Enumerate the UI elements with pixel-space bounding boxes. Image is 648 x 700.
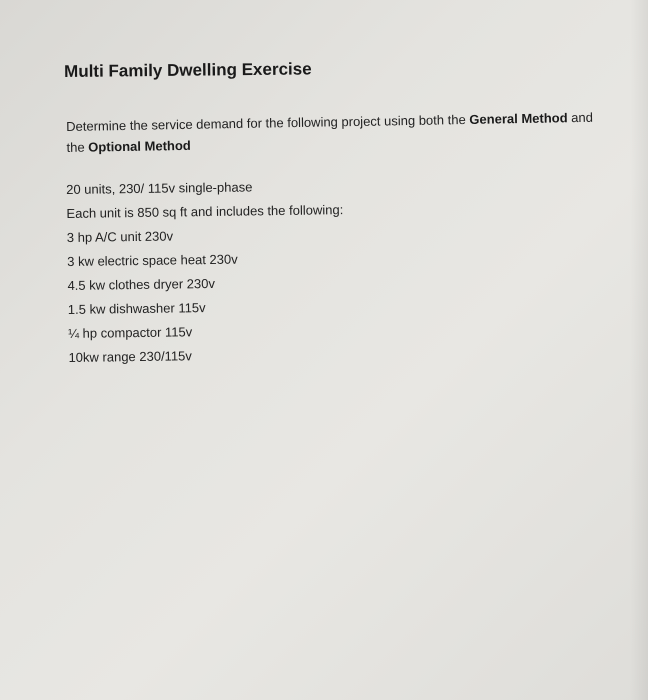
general-method-label: General Method [469,110,568,127]
intro-text-2: and the [66,109,594,155]
spec-dishwasher: 1.5 kw dishwasher 115v [67,300,206,317]
spec-range: 10kw range 230/115v [68,348,192,365]
intro-text-1: Determine the service demand for the following project using both the [66,111,470,134]
spec-clothes-dryer: 4.5 kw clothes dryer 230v [67,275,215,293]
spec-compactor: ¼ hp compactor 115v [68,324,193,341]
project-specs-list [66,174,345,370]
spec-unit-size: Each unit is 850 sq ft and includes the following: [66,202,344,221]
document-title: Multi Family Dwelling Exercise [64,59,312,81]
optional-method-label: Optional Method [88,137,191,155]
spec-units: 20 units, 230/ 115v single-phase [66,179,253,197]
spec-space-heat: 3 kw electric space heat 230v [67,251,238,269]
spec-ac-unit: 3 hp A/C unit 230v [66,228,174,245]
intro-paragraph [66,107,597,158]
